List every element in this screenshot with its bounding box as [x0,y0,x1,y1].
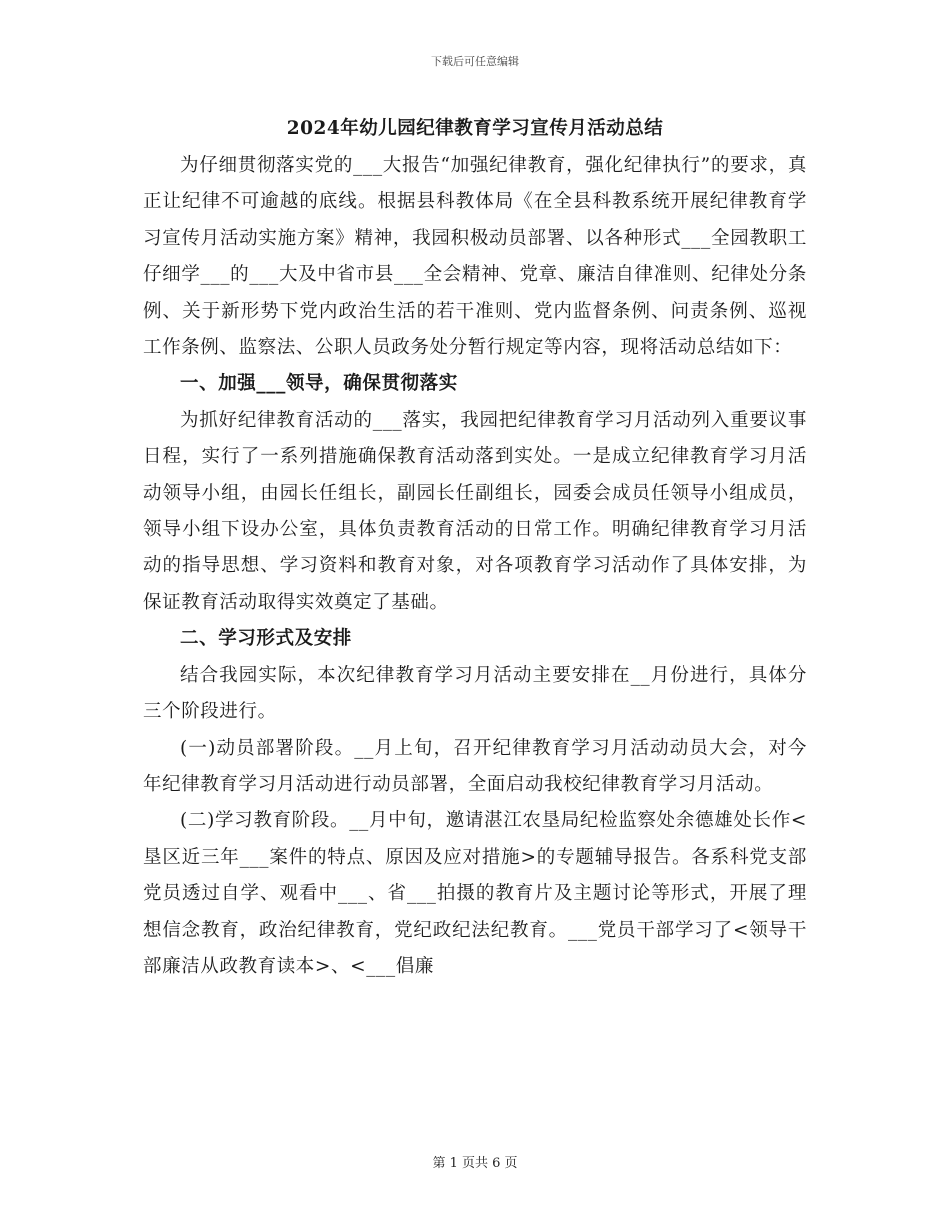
paragraph-section-2: 结合我园实际，本次纪律教育学习月活动主要安排在__月份进行，具体分三个阶段进行。 [143,664,807,723]
paragraph-stage-1: (一)动员部署阶段。__月上旬，召开纪律教育学习月活动动员大会，对今年纪律教育学习月活动进行动员部署，全面启动我校纪律教育学习月活动。 [143,737,807,795]
paragraph-section-1: 为抓好纪律教育活动的___落实，我园把纪律教育学习月活动列入重要议事日程，实行了一系列措施确保教育活动落到实处。一是成立纪律教育学习月活动领导小组，由园长任组长，副园长任副组长，园委会成员任领导小组成员，领导小组下设办公室，具体负责教育活动的日常工作。明确纪律教育学习月活动的指导思想、学习资料和教育对象，对各项教育学习活动作了具体安排，为保证教育活动取得实效奠定了基础。 [143,409,807,613]
page-footer: 第 1 页共 6 页 [432,1156,518,1171]
section-heading-1: 一、加强___领导，确保贯彻落实 [180,373,458,395]
document-body [143,112,807,985]
paragraph-intro: 为仔细贯彻落实党的___大报告“加强纪律教育，强化纪律执行”的要求，真正让纪律不可逾越的底线。根据县科教体局《在全县科教系统开展纪律教育学习宣传月活动实施方案》精神，我园积极动员部署、以各种形式___全园教职工仔细学___的___大及中省市县___全会精神、党章、廉洁自律准则、纪律处分条例、关于新形势下党内政治生活的若干准则、党内监督条例、问责条例、巡视工作条例、监察法、公职人员政务处分暂行规定等内容，现将活动总结如下： [143,155,807,359]
section-heading-2: 二、学习形式及安排 [180,628,352,650]
document-title: 2024年幼儿园纪律教育学习宣传月活动总结 [286,118,664,139]
paragraph-stage-2: (二)学习教育阶段。__月中旬，邀请湛江农垦局纪检监察处余德雄处长作<垦区近三年___案件的特点、原因及应对措施>的专题辅导报告。各系科党支部党员透过自学、观看中___、省___拍摄的教育片及主题讨论等形式，开展了理想信念教育，政治纪律教育，党纪政纪法纪教育。___党员干部学习了<领导干部廉洁从政教育读本>、<___倡廉 [143,810,807,977]
header-note: 下载后可任意编辑 [431,55,519,68]
